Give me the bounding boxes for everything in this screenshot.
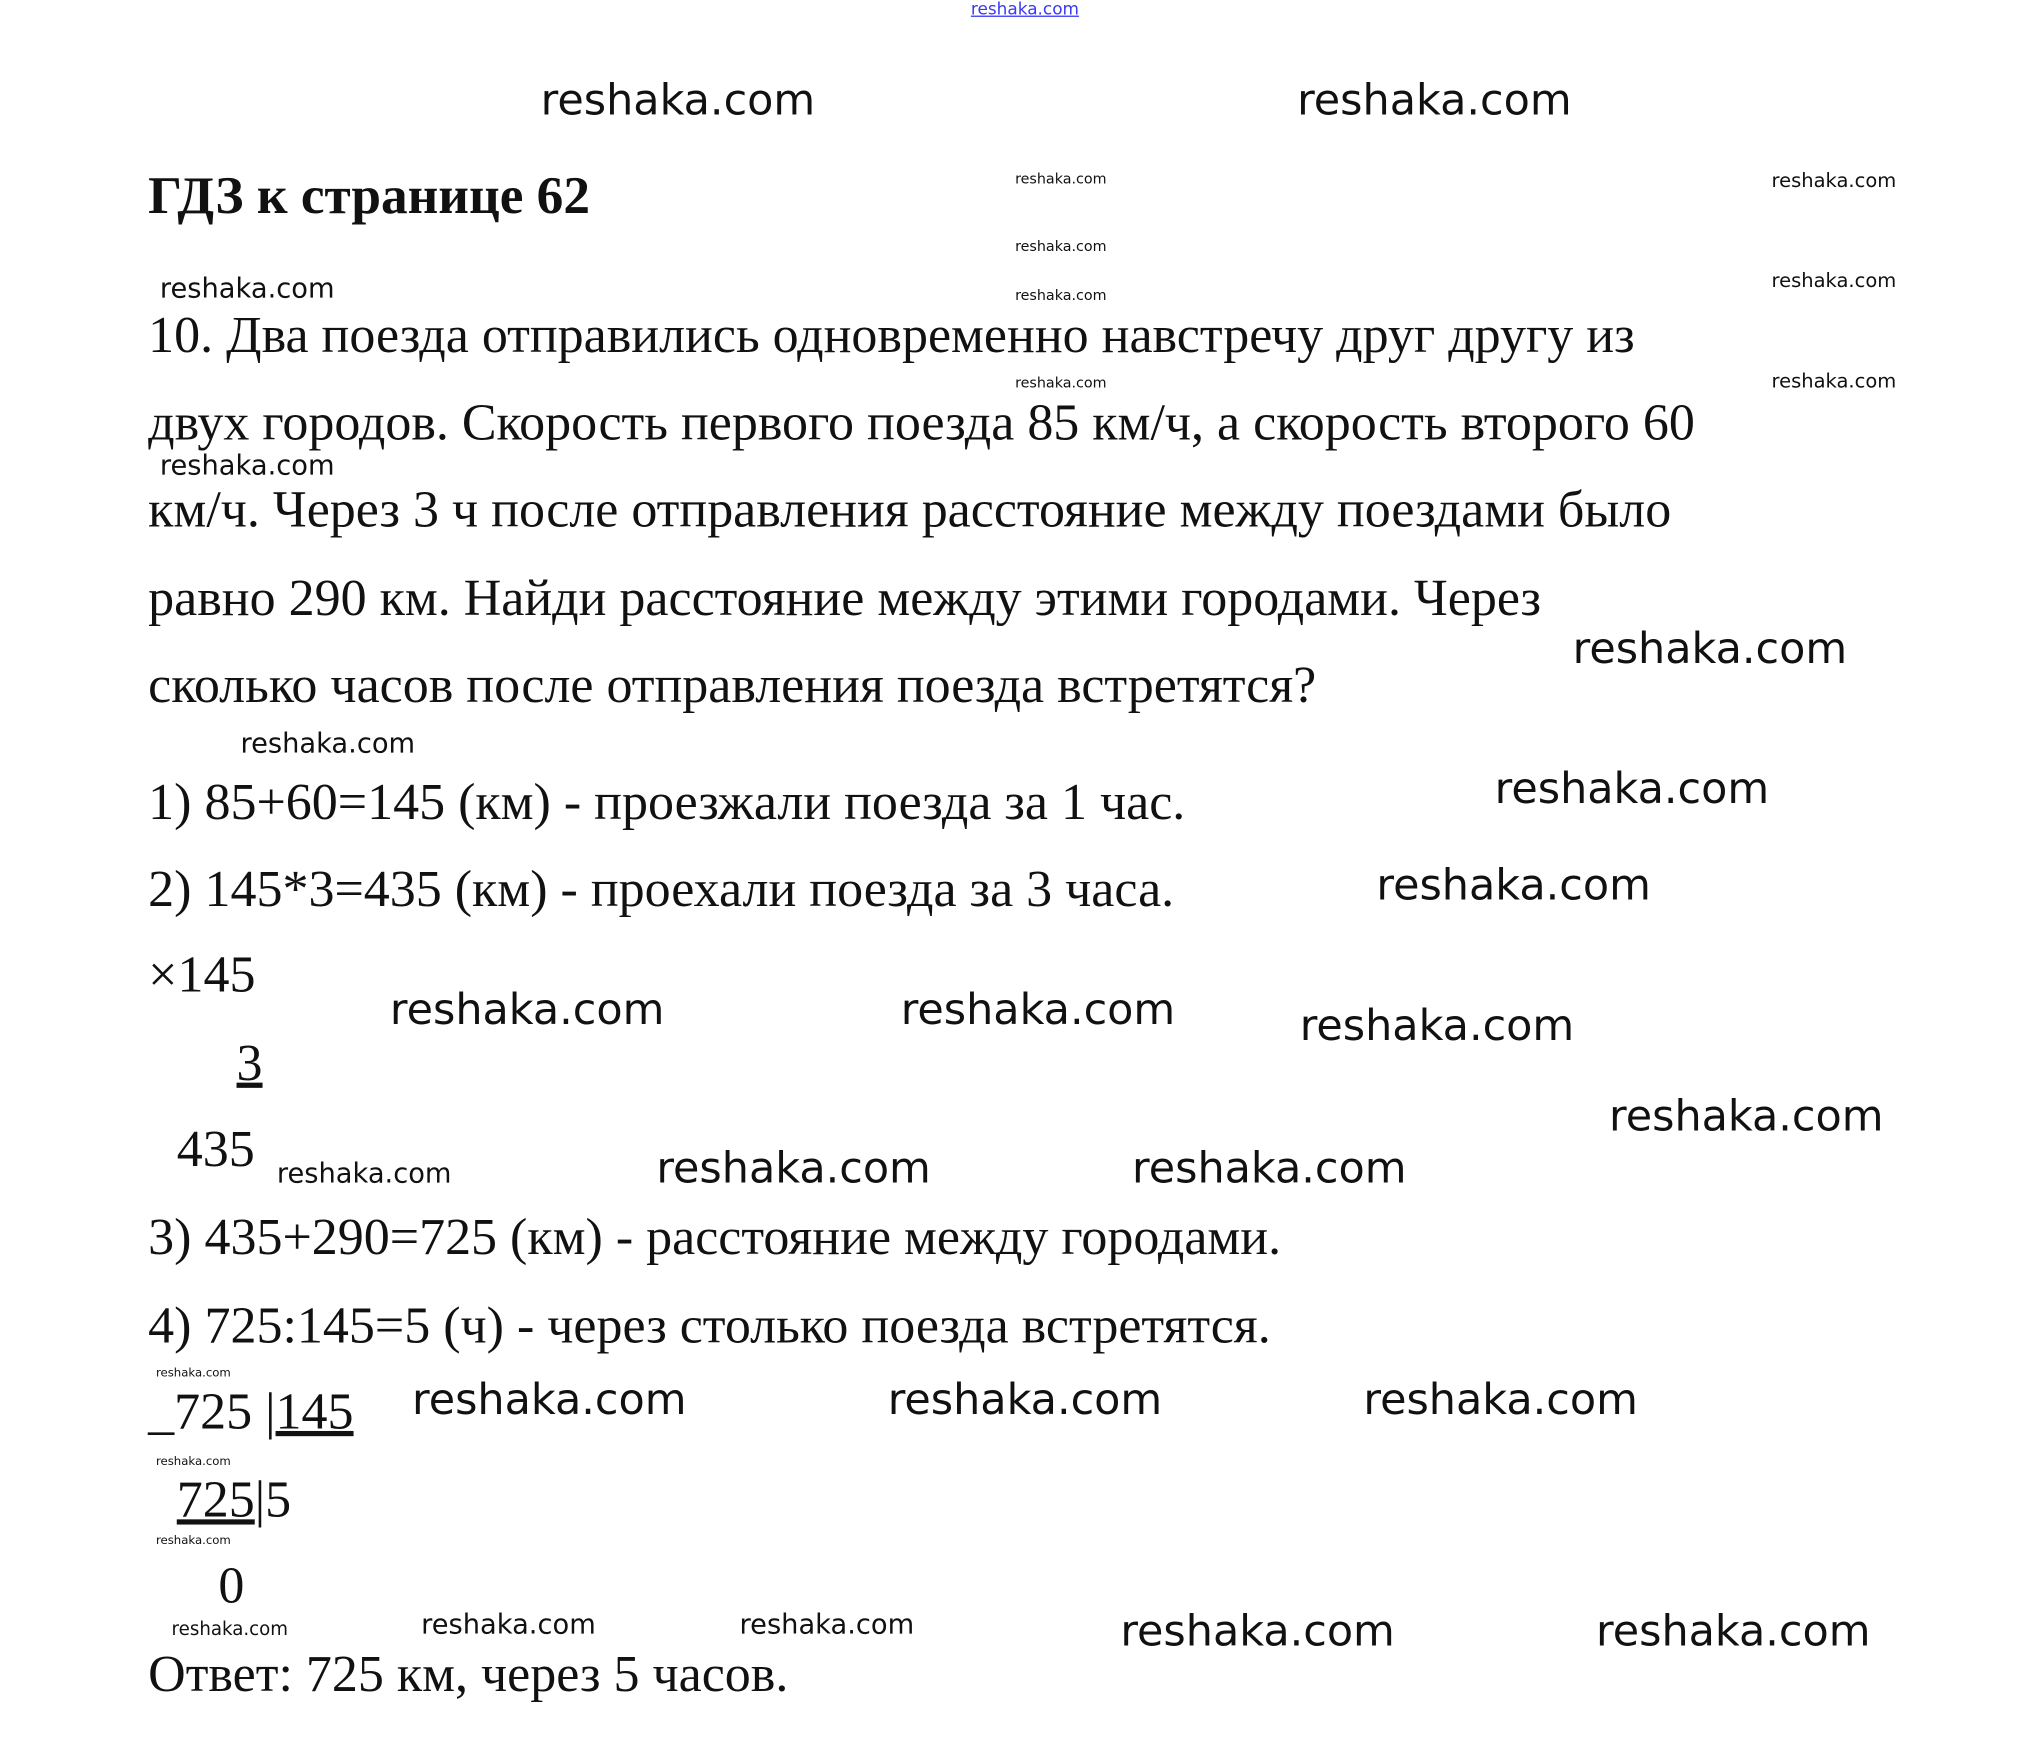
watermark: reshaka.com	[1494, 762, 1770, 814]
watermark: reshaka.com	[1771, 369, 1897, 393]
multiplication-multiplier: 3	[236, 1033, 263, 1092]
problem-line: 10. Два поезда отправились одновременно навстречу друг другу из	[148, 305, 1635, 364]
watermark: reshaka.com	[1297, 74, 1572, 125]
watermark: reshaka.com	[1363, 1373, 1638, 1425]
division-dividend	[148, 1381, 354, 1441]
watermark: reshaka.com	[171, 1619, 289, 1641]
watermark: reshaka.com	[656, 1142, 931, 1194]
subtrahend: 725	[176, 1469, 255, 1529]
multiplication-result: 435	[176, 1119, 255, 1178]
watermark: reshaka.com	[155, 1455, 231, 1469]
page-title: ГДЗ к странице 62	[148, 165, 590, 225]
watermark: reshaka.com	[389, 983, 665, 1035]
problem-line: км/ч. Через 3 ч после отправления расстояние между поездами было	[148, 479, 1672, 539]
watermark: reshaka.com	[540, 74, 816, 125]
division-step	[176, 1469, 292, 1529]
problem-line: сколько часов после отправления поезда встретятся?	[148, 655, 1317, 714]
solution-step: 3) 435+290=725 (км) - расстояние между городами.	[148, 1207, 1282, 1266]
watermark: reshaka.com	[159, 449, 335, 481]
divisor: 145	[275, 1381, 354, 1441]
watermark: reshaka.com	[159, 272, 335, 305]
multiplication-top: ×145	[148, 944, 256, 1004]
watermark: reshaka.com	[421, 1609, 596, 1641]
watermark: reshaka.com	[1120, 1605, 1395, 1656]
quotient: |5	[254, 1469, 292, 1529]
problem-line: двух городов. Скорость первого поезда 85 км/ч, а скорость второго 60	[148, 392, 1695, 451]
site-link[interactable]: reshaka.com	[970, 0, 1080, 20]
watermark: reshaka.com	[1572, 622, 1848, 674]
watermark: reshaka.com	[1299, 999, 1575, 1051]
watermark: reshaka.com	[1015, 237, 1107, 255]
watermark: reshaka.com	[1771, 269, 1897, 293]
answer: Ответ: 725 км, через 5 часов.	[148, 1644, 789, 1703]
watermark: reshaka.com	[155, 1367, 231, 1381]
watermark: reshaka.com	[1015, 287, 1107, 305]
watermark: reshaka.com	[900, 983, 1176, 1035]
watermark: reshaka.com	[412, 1373, 687, 1425]
watermark: reshaka.com	[240, 727, 416, 760]
watermark: reshaka.com	[1771, 168, 1897, 193]
dividend: _725 |	[148, 1381, 276, 1441]
watermark: reshaka.com	[1015, 170, 1107, 188]
watermark: reshaka.com	[1376, 859, 1651, 910]
watermark: reshaka.com	[276, 1158, 452, 1190]
watermark: reshaka.com	[1609, 1090, 1884, 1142]
watermark: reshaka.com	[155, 1534, 231, 1548]
solution-step: 1) 85+60=145 (км) - проезжали поезда за 1 час.	[148, 772, 1186, 831]
watermark: reshaka.com	[739, 1609, 915, 1641]
watermark: reshaka.com	[1596, 1605, 1871, 1656]
problem-line: равно 290 км. Найди расстояние между этими городами. Через	[148, 567, 1542, 627]
solution-step: 2) 145*3=435 (км) - проехали поезда за 3 часа.	[148, 859, 1175, 918]
solution-step: 4) 725:145=5 (ч) - через столько поезда встретятся.	[148, 1295, 1271, 1355]
division-remainder: 0	[218, 1555, 245, 1615]
watermark: reshaka.com	[1132, 1142, 1407, 1194]
watermark: reshaka.com	[1015, 374, 1107, 392]
watermark: reshaka.com	[887, 1373, 1163, 1425]
